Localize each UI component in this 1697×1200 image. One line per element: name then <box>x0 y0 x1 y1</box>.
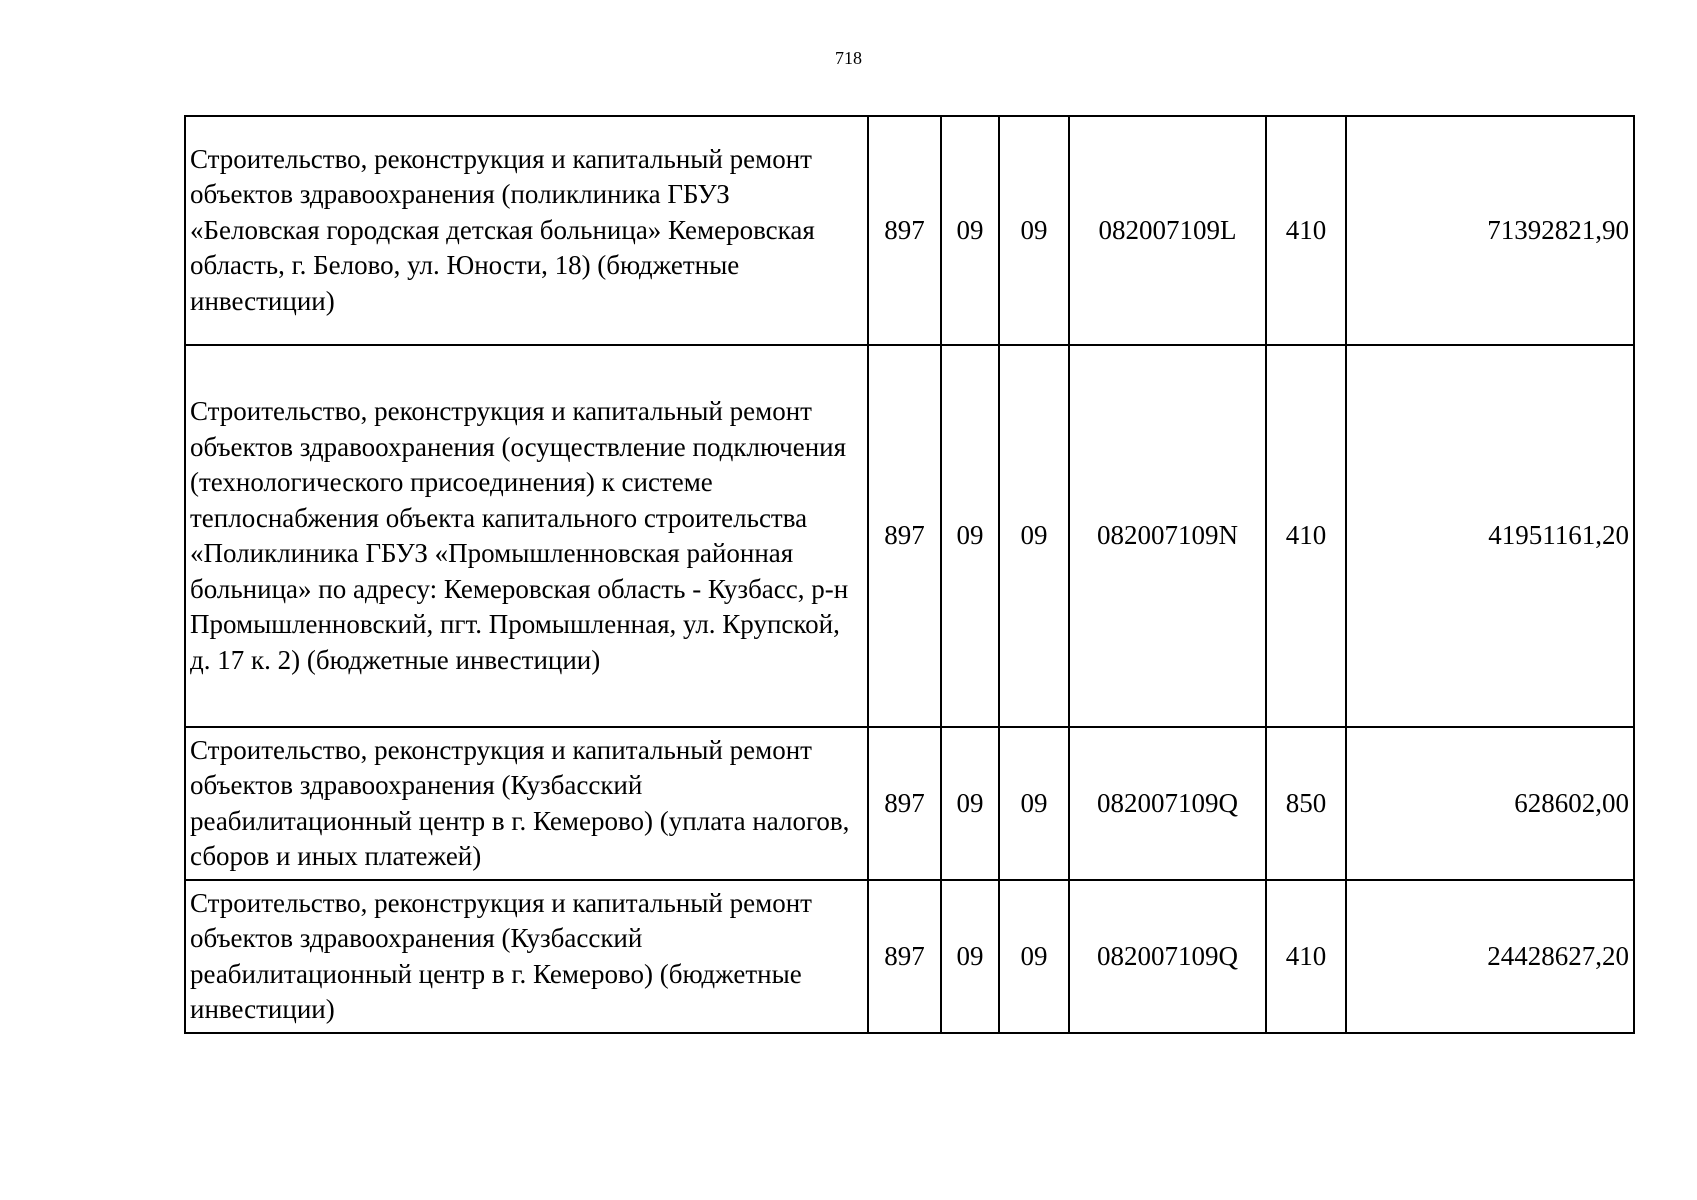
expense-type-cell: 410 <box>1266 880 1346 1033</box>
amount-cell: 628602,00 <box>1346 727 1634 880</box>
target-article-cell: 082007109Q <box>1069 880 1266 1033</box>
expense-name-cell: Строительство, реконструкция и капитальный ремонт объектов здравоохранения (поликлиника ГБУЗ «Беловская городская детская больница» Кемеровская область, г. Белово, ул. Юности, 18) (бюджетные инвестиции) <box>185 116 868 345</box>
amount-cell: 71392821,90 <box>1346 116 1634 345</box>
target-article-cell: 082007109L <box>1069 116 1266 345</box>
subsection-code-cell: 09 <box>999 345 1069 727</box>
table-row <box>185 880 1634 1033</box>
section-code-cell: 09 <box>941 116 999 345</box>
amount-cell: 41951161,20 <box>1346 345 1634 727</box>
table-row <box>185 727 1634 880</box>
expense-name-cell: Строительство, реконструкция и капитальный ремонт объектов здравоохранения (Кузбасский реабилитационный центр в г. Кемерово) (уплата налогов, сборов и иных платежей) <box>185 727 868 880</box>
expense-type-cell: 850 <box>1266 727 1346 880</box>
target-article-cell: 082007109Q <box>1069 727 1266 880</box>
grbs-code-cell: 897 <box>868 345 941 727</box>
subsection-code-cell: 09 <box>999 116 1069 345</box>
section-code-cell: 09 <box>941 345 999 727</box>
expense-type-cell: 410 <box>1266 116 1346 345</box>
table-row <box>185 116 1634 345</box>
budget-table <box>184 115 1635 1034</box>
subsection-code-cell: 09 <box>999 727 1069 880</box>
expense-name-cell: Строительство, реконструкция и капитальный ремонт объектов здравоохранения (осуществление подключения (технологического присоединения) к системе теплоснабжения объекта капитального строительства «Поликлиника ГБУЗ «Промышленновская районная больница» по адресу: Кемеровская область - Кузбасс, р-н Промышленновский, пгт. Промышленная, ул. Крупской, д. 17 к. 2) (бюджетные инвестиции) <box>185 345 868 727</box>
expense-type-cell: 410 <box>1266 345 1346 727</box>
expense-name-cell: Строительство, реконструкция и капитальный ремонт объектов здравоохранения (Кузбасский реабилитационный центр в г. Кемерово) (бюджетные инвестиции) <box>185 880 868 1033</box>
target-article-cell: 082007109N <box>1069 345 1266 727</box>
amount-cell: 24428627,20 <box>1346 880 1634 1033</box>
page-number: 718 <box>835 48 862 68</box>
grbs-code-cell: 897 <box>868 880 941 1033</box>
grbs-code-cell: 897 <box>868 727 941 880</box>
subsection-code-cell: 09 <box>999 880 1069 1033</box>
grbs-code-cell: 897 <box>868 116 941 345</box>
table-row <box>185 345 1634 727</box>
section-code-cell: 09 <box>941 880 999 1033</box>
section-code-cell: 09 <box>941 727 999 880</box>
